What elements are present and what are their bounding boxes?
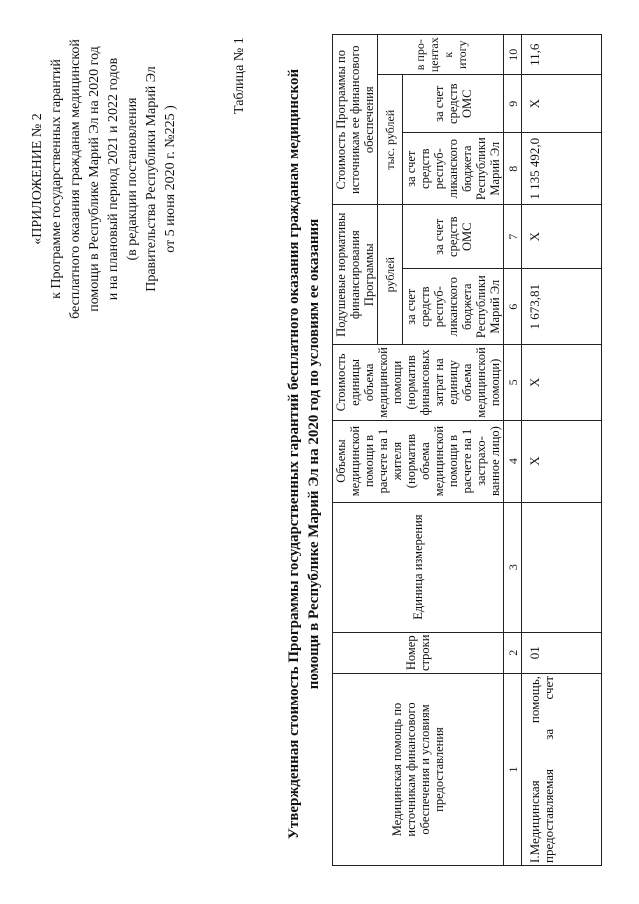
row-percent: 11,6	[522, 35, 602, 75]
appendix-line: бесплатного оказания гражданам медицинской	[68, 39, 83, 319]
header-volume: Объемы медицинской помощи в расчете на 1 жителя (норматив объема медицинской помощи в расчете на 1 застрахо-ванное лицо)	[333, 420, 504, 502]
header-per-capita: Подушевые нормативы финансирования Программы	[333, 205, 378, 345]
appendix-line: и на плановый период 2021 и 2022 годов	[106, 57, 121, 301]
row-oms-per-capita: Х	[522, 205, 602, 269]
column-number: 9	[504, 75, 522, 133]
column-number: 3	[504, 502, 522, 632]
row-unit-cost: Х	[522, 345, 602, 420]
column-number: 1	[504, 674, 522, 866]
row-label-word: помощь,	[527, 676, 542, 724]
header-row-number: Номер строки	[333, 632, 504, 673]
column-number: 8	[504, 133, 522, 205]
row-oms-cost: Х	[522, 75, 602, 133]
header-percent: в про-центах к итогу	[378, 35, 504, 75]
column-number: 4	[504, 420, 522, 502]
header-budget-funds: за счет средств респуб-ликанского бюджета Республики Марий Эл	[403, 269, 504, 345]
header-oms-funds: за счет средств ОМС	[403, 205, 504, 269]
row-label-word: I.Медицинская	[527, 780, 542, 863]
title-line-2: помощи в Республике Марий Эл на 2020 год по условиям ее оказания	[306, 218, 322, 690]
appendix-line: «ПРИЛОЖЕНИЕ № 2	[30, 113, 45, 245]
row-budget-cost: 1 135 492,0	[522, 133, 602, 205]
title-line-1: Утвержденная стоимость Программы государственных гарантий бесплатного оказания гражданам медицинской	[286, 68, 302, 840]
row-label-word: предоставляемая	[541, 769, 556, 863]
header-thousand-rubles: тыс. рублей	[378, 75, 403, 205]
column-number: 7	[504, 205, 522, 269]
table-row	[522, 35, 602, 866]
appendix-header	[28, 14, 180, 344]
header-rubles: рублей	[378, 205, 403, 345]
row-budget-per-capita: 1 673,81	[522, 269, 602, 345]
header-budget-cost: за счет средств респуб-ликанского бюджета Республики Марий Эл	[403, 133, 504, 205]
header-unit-cost: Стоимость единицы объема медицинской помощи (норматив финансовых затрат на единицу объема медицинской помощи)	[333, 345, 504, 420]
column-number: 10	[504, 35, 522, 75]
cost-table	[332, 34, 602, 866]
appendix-line: к Программе государственных гарантий	[49, 59, 64, 299]
appendix-line: от 5 июня 2020 г. №225 )	[163, 105, 178, 253]
header-oms-cost: за счет средств ОМС	[403, 75, 504, 133]
column-number: 6	[504, 269, 522, 345]
appendix-line: Правительства Республики Марий Эл	[144, 66, 159, 292]
row-volume: Х	[522, 420, 602, 502]
row-label-word: счет	[541, 676, 556, 700]
row-unit	[522, 502, 602, 632]
row-code: 01	[522, 632, 602, 673]
row-label-word: за	[541, 728, 556, 740]
header-unit: Единица измерения	[333, 502, 504, 632]
header-medical-care: Медицинская помощь по источникам финансового обеспечения и условиям предоставления	[333, 674, 504, 866]
document-title	[284, 44, 324, 864]
appendix-line: (в редакции постановления	[125, 97, 140, 261]
row-label	[522, 674, 602, 866]
column-number: 2	[504, 632, 522, 673]
column-number: 5	[504, 345, 522, 420]
appendix-line: помощи в Республике Марий Эл на 2020 год	[87, 46, 102, 312]
table-label: Таблица № 1	[232, 37, 247, 114]
header-program-cost: Стоимость Программы по источникам ее финансового обеспечения	[333, 35, 378, 205]
